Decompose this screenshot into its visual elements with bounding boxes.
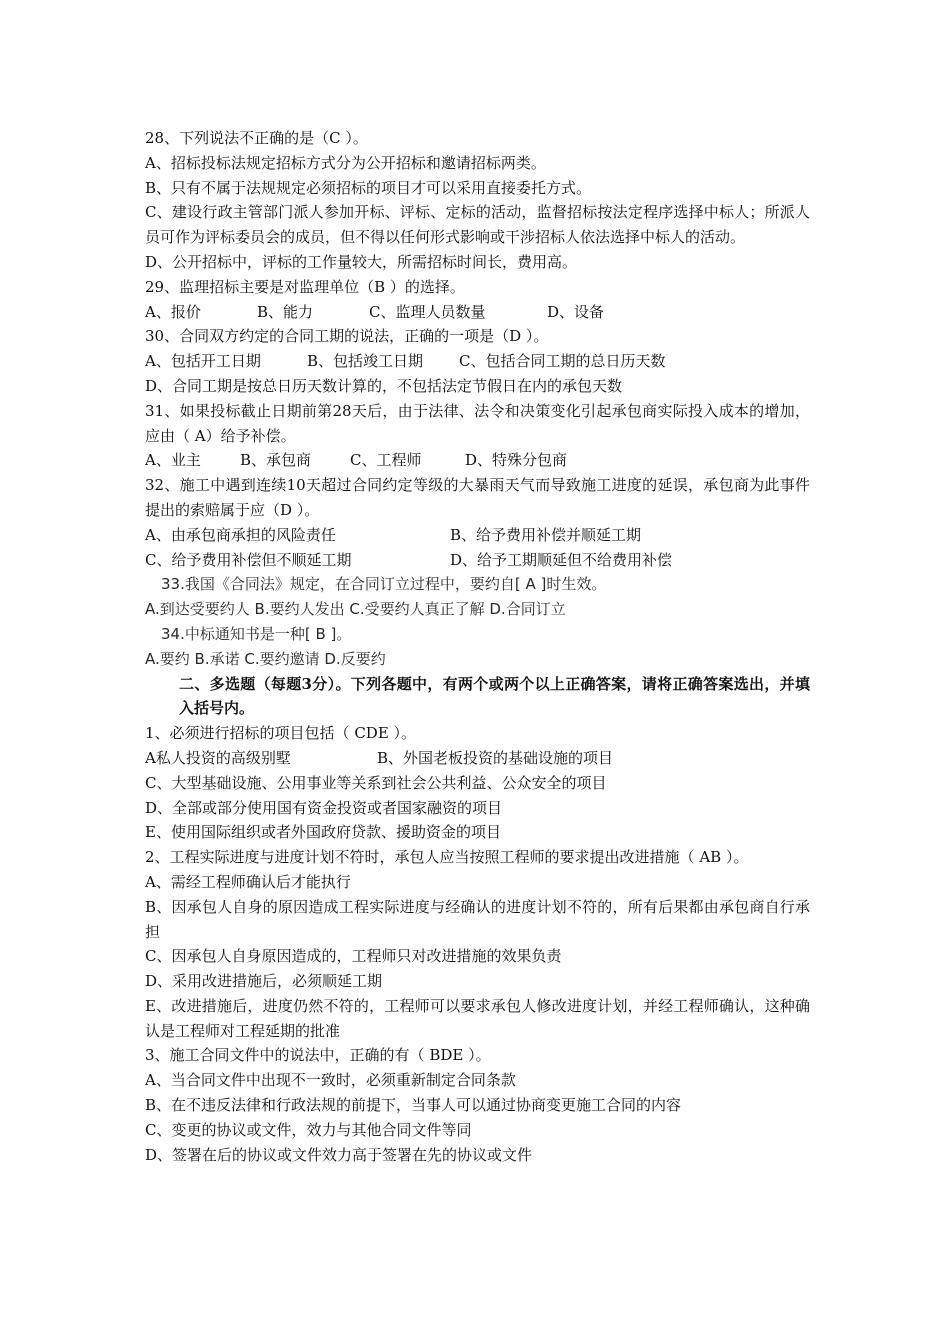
question-28-option-d: D、公开招标中，评标的工作量较大，所需招标时间长，费用高。 [145, 252, 578, 271]
question-31-option-d: D、特殊分包商 [465, 451, 568, 470]
multi-question-2-option-e: E、改进措施后，进度仍然不符的，工程师可以要求承包人修改进度计划，并经工程师确认，这种确认是工程师对工程延期的批准 [145, 996, 810, 1040]
question-32-option-c: C、给予费用补偿但不顺延工期 [145, 550, 352, 569]
multi-question-3-option-a: A、当合同文件中出现不一致时，必须重新制定合同条款 [145, 1071, 516, 1090]
question-28-option-c: C、建设行政主管部门派人参加开标、评标、定标的活动，监督招标按法定程序选择中标人；所派人员可作为评标委员会的成员，但不得以任何形式影响或干涉招标人依法选择中标人的活动。 [145, 203, 810, 247]
question-30-option-c: C、包括合同工期的总日历天数 [459, 352, 666, 371]
multi-question-3: 3、施工合同文件中的说法中，正确的有（ BDE ）。 [145, 1046, 491, 1065]
question-31-option-c: C、工程师 [350, 451, 422, 470]
multi-question-1: 1、必须进行招标的项目包括（ CDE ）。 [145, 724, 417, 743]
question-31-options [145, 448, 810, 473]
question-30-option-b: B、包括竣工日期 [307, 352, 424, 371]
multi-question-1-option-a: A私人投资的高级别墅 [145, 748, 291, 767]
question-32: 32、施工中遇到连续10天超过合同约定等级的大暴雨天气而导致施工进度的延误，承包商为此事件提出的索赔属于应（D ）。 [145, 476, 810, 519]
question-33: 33.我国《合同法》规定，在合同订立过程中，要约自[ A ]时生效。 [161, 575, 607, 594]
question-30-options [145, 349, 810, 374]
question-29-option-d: D、设备 [547, 302, 605, 321]
multi-question-2: 2、工程实际进度与进度计划不符时，承包人应当按照工程师的要求提出改进措施（ AB ）。 [145, 848, 749, 867]
question-30-option-a: A、包括开工日期 [145, 352, 261, 371]
question-29-option-c: C、监理人员数量 [369, 302, 486, 321]
multi-question-1-options-row1 [145, 746, 810, 771]
question-29-option-a: A、报价 [145, 302, 201, 321]
question-28-option-b: B、只有不属于法规规定必须招标的项目才可以采用直接委托方式。 [145, 178, 592, 197]
question-30: 30、合同双方约定的合同工期的说法，正确的一项是（D ）。 [145, 327, 549, 346]
multi-question-1-option-d: D、全部或部分使用国有资金投资或者国家融资的项目 [145, 798, 503, 817]
document-body [145, 126, 810, 1167]
question-32-options-row2 [145, 548, 810, 573]
question-31: 31、如果投标截止日期前第28天后，由于法律、法令和决策变化引起承包商实际投入成本的增加，应由（ A）给予补偿。 [145, 401, 810, 445]
multi-question-1-option-e: E、使用国际组织或者外国政府贷款、援助资金的项目 [145, 823, 501, 842]
question-28-option-a: A、招标投标法规定招标方式分为公开招标和邀请招标两类。 [145, 153, 546, 172]
question-32-option-b: B、给予费用补偿并顺延工期 [450, 525, 642, 544]
multi-question-2-option-d: D、采用改进措施后，必须顺延工期 [145, 972, 383, 991]
question-28: 28、下列说法不正确的是（C ）。 [145, 129, 368, 147]
question-32-option-a: A、由承包商承担的风险责任 [145, 525, 336, 544]
multi-question-1-option-c: C、大型基础设施、公用事业等关系到社会公共利益、公众安全的项目 [145, 773, 607, 792]
multi-question-3-option-b: B、在不违反法律和行政法规的前提下，当事人可以通过协商变更施工合同的内容 [145, 1096, 682, 1115]
question-29-options [145, 300, 810, 325]
multi-question-1-option-b: B、外国老板投资的基础设施的项目 [377, 748, 614, 767]
question-29-option-b: B、能力 [257, 302, 314, 321]
multi-question-2-option-b: B、因承包人自身的原因造成工程实际进度与经确认的进度计划不符的，所有后果都由承包商自行承担 [145, 897, 810, 941]
section-2-heading: 二、多选题（每题3分）。下列各题中，有两个或两个以上正确答案，请将正确答案选出，并填入括号内。 [179, 674, 810, 718]
question-31-option-b: B、承包商 [240, 451, 312, 470]
multi-question-3-option-c: C、变更的协议或文件，效力与其他合同文件等同 [145, 1120, 472, 1139]
question-30-option-d: D、合同工期是按总日历天数计算的，不包括法定节假日在内的承包天数 [145, 376, 623, 395]
multi-question-3-option-d: D、签署在后的协议或文件效力高于签署在先的协议或文件 [145, 1145, 533, 1164]
question-31-option-a: A、业主 [145, 451, 201, 470]
question-32-options-row1 [145, 523, 810, 548]
question-34-options: A.要约 B.承诺 C.要约邀请 D.反要约 [145, 649, 386, 668]
question-32-option-d: D、给予工期顺延但不给费用补偿 [450, 550, 673, 569]
question-34: 34.中标通知书是一种[ B ]。 [161, 624, 352, 643]
multi-question-2-option-c: C、因承包人自身原因造成的，工程师只对改进措施的效果负责 [145, 947, 562, 966]
question-29: 29、监理招标主要是对监理单位（B ）的选择。 [145, 277, 465, 296]
multi-question-2-option-a: A、需经工程师确认后才能执行 [145, 872, 351, 891]
question-33-options: A.到达受要约人 B.要约人发出 C.受要约人真正了解 D.合同订立 [145, 600, 566, 619]
